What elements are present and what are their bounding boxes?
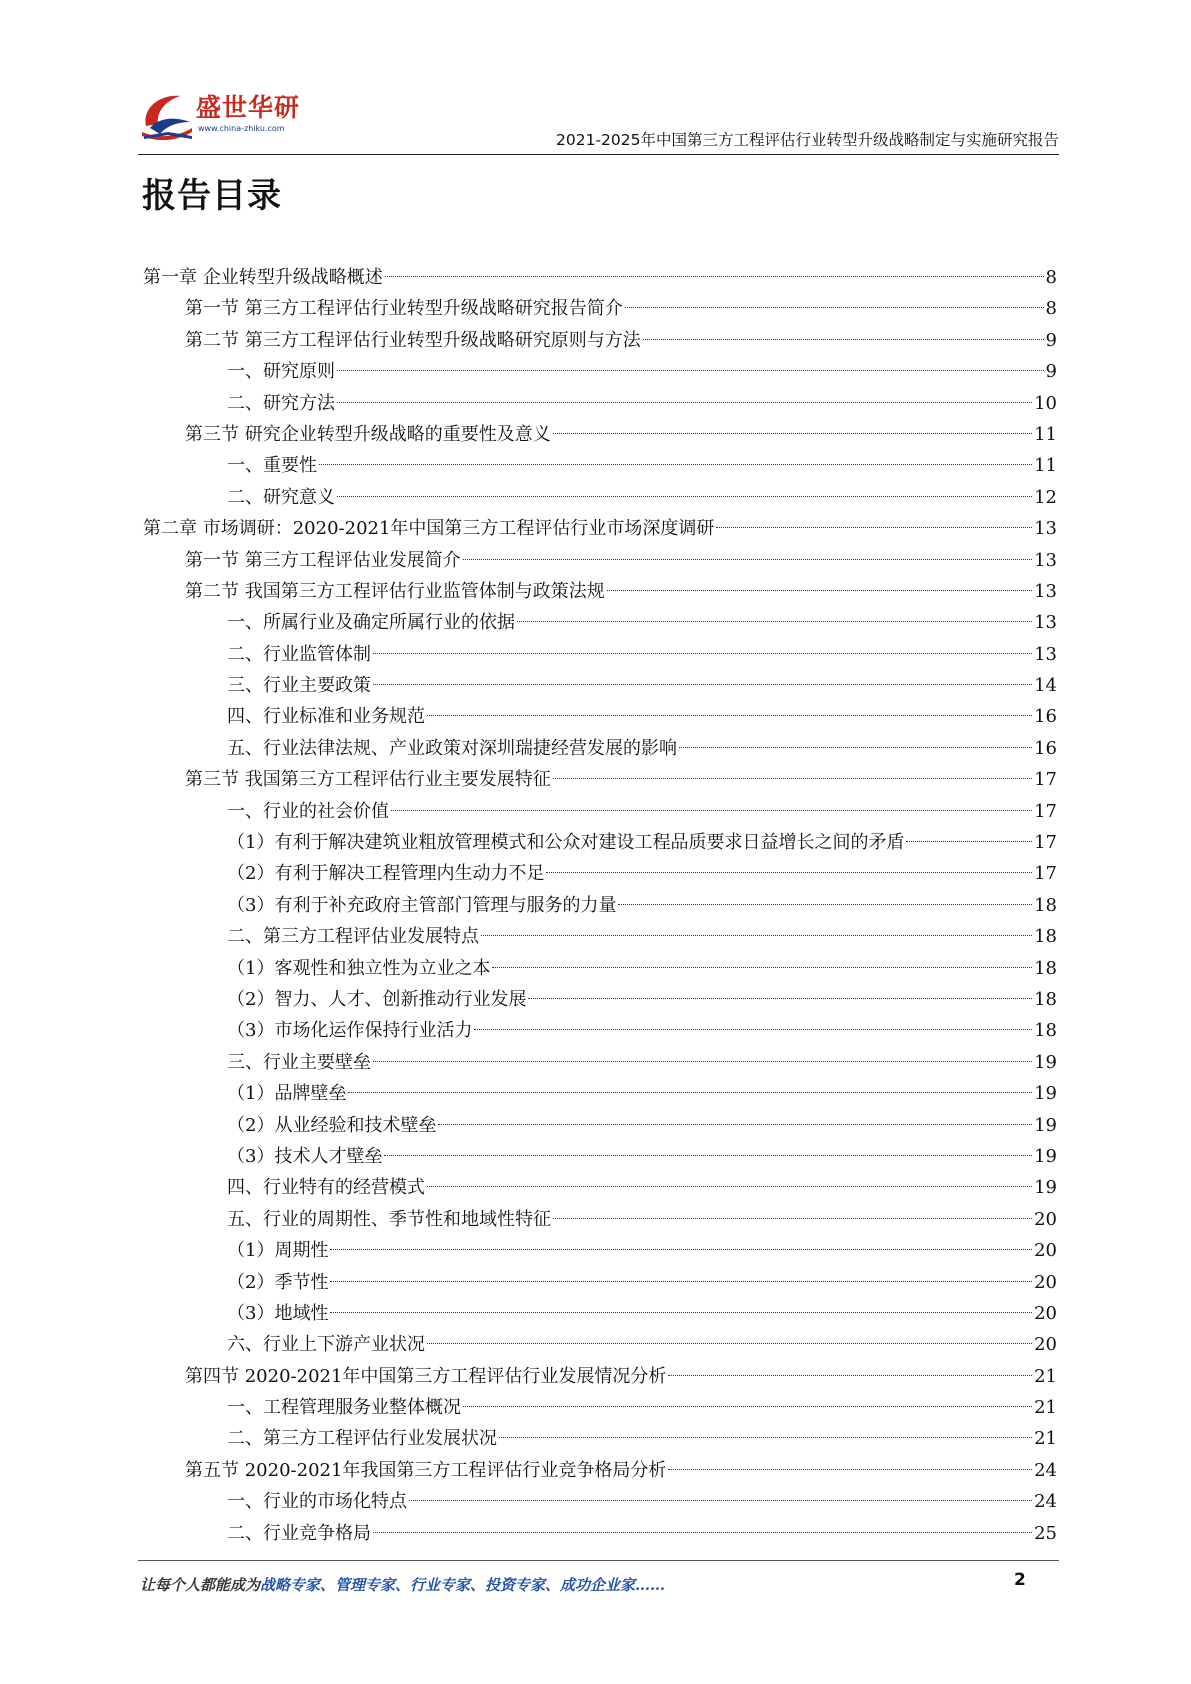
toc-entry[interactable]	[143, 1392, 1057, 1423]
toc-dot-leader	[481, 935, 1032, 936]
toc-dot-leader	[373, 1532, 1032, 1533]
header-title: 2021-2025年中国第三方工程评估行业转型升级战略制定与实施研究报告	[556, 131, 1059, 149]
toc-entry[interactable]	[143, 1235, 1057, 1266]
toc-entry-page: 21	[1034, 1428, 1057, 1450]
toc-entry-label: 六、行业上下游产业状况	[227, 1334, 425, 1356]
toc-entry-label: 一、所属行业及确定所属行业的依据	[227, 612, 515, 634]
toc-entry-label: 第一章 企业转型升级战略概述	[143, 267, 383, 288]
toc-dot-leader	[546, 872, 1032, 873]
toc-entry[interactable]	[143, 325, 1057, 356]
toc-entry-page: 9	[1045, 329, 1057, 351]
toc-entry-label: （3）地域性	[227, 1302, 329, 1324]
toc-entry-label: 四、行业标准和业务规范	[227, 706, 425, 728]
toc-dot-leader	[668, 1375, 1032, 1376]
toc-dot-leader	[330, 1249, 1032, 1250]
page-number: 2	[1014, 1570, 1026, 1590]
toc-dot-leader	[625, 307, 1044, 308]
toc-entry-page: 18	[1034, 1020, 1057, 1042]
toc-dot-leader	[409, 1500, 1032, 1501]
toc-entry[interactable]	[143, 639, 1057, 670]
toc-entry[interactable]	[143, 1518, 1057, 1549]
toc-dot-leader	[643, 339, 1044, 340]
toc-dot-leader	[427, 1186, 1032, 1187]
toc-entry-label: 二、研究方法	[227, 392, 335, 414]
toc-entry-page: 13	[1034, 643, 1057, 665]
toc-dot-leader	[474, 1029, 1032, 1030]
toc-entry-label: 五、行业的周期性、季节性和地域性特征	[227, 1208, 551, 1230]
toc-entry-label: 二、第三方工程评估业发展特点	[227, 926, 479, 948]
toc-dot-leader	[330, 1312, 1032, 1313]
toc-entry-page: 20	[1034, 1208, 1057, 1230]
toc-entry-label: （1）客观性和独立性为立业之本	[227, 957, 491, 979]
toc-entry[interactable]	[143, 1423, 1057, 1454]
toc-entry-page: 25	[1034, 1522, 1057, 1544]
toc-entry-label: 第五节 2020-2021年我国第三方工程评估行业竞争格局分析	[185, 1459, 667, 1481]
toc-entry-page: 18	[1034, 957, 1057, 979]
toc-entry-page: 18	[1034, 894, 1057, 916]
logo-swirl-icon	[138, 88, 198, 144]
logo-text: 盛世华研	[196, 93, 301, 122]
toc-entry-label: （3）市场化运作保持行业活力	[227, 1020, 473, 1042]
toc-entry-page: 11	[1034, 455, 1057, 477]
toc-entry-label: （1）有利于解决建筑业粗放管理模式和公众对建设工程品质要求日益增长之间的矛盾	[227, 832, 905, 854]
toc-entry-page: 20	[1034, 1271, 1057, 1293]
toc-entry-label: 第二节 我国第三方工程评估行业监管体制与政策法规	[185, 580, 605, 602]
toc-entry[interactable]	[143, 858, 1057, 889]
toc-entry-page: 20	[1034, 1240, 1057, 1262]
toc-entry-label: 一、工程管理服务业整体概况	[227, 1397, 461, 1419]
toc-entry[interactable]	[143, 1455, 1057, 1486]
footer-slogan	[140, 1574, 665, 1595]
toc-entry-page: 20	[1034, 1302, 1057, 1324]
toc-entry-label: 一、行业的社会价值	[227, 800, 389, 822]
logo	[138, 84, 338, 148]
toc-dot-leader	[391, 810, 1032, 811]
toc-entry-label: （2）智力、人才、创新推动行业发展	[227, 988, 527, 1010]
toc-dot-leader	[679, 747, 1032, 748]
toc-entry[interactable]	[143, 513, 1057, 544]
toc-entry[interactable]	[143, 733, 1057, 764]
toc-entry[interactable]	[143, 1078, 1057, 1109]
toc-entry[interactable]	[143, 450, 1057, 481]
toc-dot-leader	[517, 621, 1032, 622]
toc-dot-leader	[716, 527, 1032, 528]
toc-dot-leader	[427, 715, 1032, 716]
toc-entry-label: （2）有利于解决工程管理内生动力不足	[227, 863, 545, 885]
footer-divider	[138, 1560, 1059, 1561]
toc-entry[interactable]	[143, 890, 1057, 921]
toc-entry[interactable]	[143, 1141, 1057, 1172]
toc-entry[interactable]	[143, 921, 1057, 952]
toc-dot-leader	[385, 276, 1044, 277]
toc-entry-page: 11	[1034, 423, 1057, 445]
header-divider	[138, 154, 1059, 155]
toc-entry-page: 19	[1034, 1083, 1057, 1105]
toc-entry[interactable]	[143, 764, 1057, 795]
toc-entry-label: 第三节 我国第三方工程评估行业主要发展特征	[185, 769, 551, 791]
toc-dot-leader	[492, 967, 1032, 968]
toc-entry[interactable]	[143, 356, 1057, 387]
toc-entry-page: 17	[1034, 863, 1057, 885]
toc-entry-page: 17	[1034, 769, 1057, 791]
toc-dot-leader	[668, 1469, 1032, 1470]
toc-dot-leader	[319, 464, 1032, 465]
toc-entry[interactable]	[143, 419, 1057, 450]
toc-entry-label: 二、行业监管体制	[227, 643, 371, 665]
toc-entry-page: 18	[1034, 988, 1057, 1010]
toc-entry-page: 24	[1034, 1459, 1057, 1481]
toc-dot-leader	[330, 1281, 1032, 1282]
toc-entry-label: 四、行业特有的经营模式	[227, 1177, 425, 1199]
toc-entry-page: 20	[1034, 1334, 1057, 1356]
toc-entry[interactable]	[143, 827, 1057, 858]
toc-dot-leader	[553, 778, 1032, 779]
toc-entry-page: 16	[1034, 706, 1057, 728]
toc-entry-label: 二、行业竞争格局	[227, 1522, 371, 1544]
logo-url: www.china-zhiku.com	[198, 124, 285, 133]
toc-entry-page: 14	[1034, 675, 1057, 697]
toc-entry-page: 8	[1045, 267, 1057, 288]
toc-entry[interactable]	[143, 1110, 1057, 1141]
toc-entry-page: 19	[1034, 1177, 1057, 1199]
toc-entry[interactable]	[143, 607, 1057, 638]
toc-dot-leader	[373, 653, 1032, 654]
toc-dot-leader	[348, 1092, 1032, 1093]
toc-entry[interactable]	[143, 1015, 1057, 1046]
toc-entry-page: 9	[1045, 361, 1057, 383]
table-of-contents	[143, 262, 1057, 1549]
toc-entry-page: 19	[1034, 1145, 1057, 1167]
toc-dot-leader	[373, 1061, 1032, 1062]
toc-dot-leader	[463, 1406, 1032, 1407]
toc-entry-label: 一、重要性	[227, 455, 317, 477]
toc-entry[interactable]	[143, 796, 1057, 827]
toc-entry-page: 16	[1034, 737, 1057, 759]
toc-entry[interactable]	[143, 701, 1057, 732]
toc-dot-leader	[553, 1218, 1032, 1219]
toc-entry-label: 二、第三方工程评估行业发展状况	[227, 1428, 497, 1450]
toc-dot-leader	[906, 841, 1032, 842]
toc-dot-leader	[528, 998, 1032, 999]
toc-entry[interactable]	[143, 262, 1057, 293]
toc-dot-leader	[373, 684, 1032, 685]
toc-dot-leader	[337, 496, 1032, 497]
toc-entry[interactable]	[143, 293, 1057, 324]
toc-entry-page: 17	[1034, 800, 1057, 822]
toc-entry[interactable]	[143, 388, 1057, 419]
toc-entry[interactable]	[143, 1267, 1057, 1298]
toc-entry-label: 第一节 第三方工程评估业发展简介	[185, 549, 461, 571]
toc-dot-leader	[427, 1343, 1032, 1344]
toc-entry-page: 13	[1034, 549, 1057, 571]
footer-slogan-prefix: 让每个人都能成为	[140, 1576, 261, 1594]
toc-entry-label: （3）有利于补充政府主管部门管理与服务的力量	[227, 894, 617, 916]
toc-entry-label: （1）周期性	[227, 1240, 329, 1262]
toc-entry-page: 17	[1034, 832, 1057, 854]
toc-entry-label: （2）从业经验和技术壁垒	[227, 1114, 437, 1136]
toc-entry[interactable]	[143, 545, 1057, 576]
toc-dot-leader	[438, 1124, 1032, 1125]
toc-entry-label: 第三节 研究企业转型升级战略的重要性及意义	[185, 423, 551, 445]
toc-entry-label: 三、行业主要壁垒	[227, 1051, 371, 1073]
toc-entry-label: 第一节 第三方工程评估行业转型升级战略研究报告简介	[185, 298, 623, 320]
toc-dot-leader	[384, 1155, 1032, 1156]
toc-entry-label: （1）品牌壁垒	[227, 1083, 347, 1105]
toc-entry-page: 19	[1034, 1051, 1057, 1073]
toc-entry-label: 三、行业主要政策	[227, 675, 371, 697]
footer-slogan-accent: 战略专家、管理专家、行业专家、投资专家、成功企业家……	[260, 1576, 666, 1594]
toc-entry[interactable]	[143, 1204, 1057, 1235]
toc-entry[interactable]	[143, 1361, 1057, 1392]
toc-entry-page: 13	[1034, 518, 1057, 540]
toc-entry-page: 24	[1034, 1491, 1057, 1513]
toc-entry-page: 13	[1034, 612, 1057, 634]
toc-entry-label: 一、研究原则	[227, 361, 335, 383]
toc-entry[interactable]	[143, 1329, 1057, 1360]
toc-entry[interactable]	[143, 482, 1057, 513]
toc-entry-label: （3）技术人才壁垒	[227, 1145, 383, 1167]
toc-entry-label: 五、行业法律法规、产业政策对深圳瑞捷经营发展的影响	[227, 737, 677, 759]
toc-entry-page: 21	[1034, 1397, 1057, 1419]
toc-dot-leader	[337, 370, 1044, 371]
toc-entry[interactable]	[143, 984, 1057, 1015]
toc-dot-leader	[618, 904, 1032, 905]
toc-dot-leader	[607, 590, 1032, 591]
toc-entry[interactable]	[143, 1172, 1057, 1203]
toc-entry-label: （2）季节性	[227, 1271, 329, 1293]
toc-dot-leader	[463, 559, 1032, 560]
toc-entry-label: 第二章 市场调研：2020-2021年中国第三方工程评估行业市场深度调研	[143, 518, 715, 540]
toc-entry[interactable]	[143, 1047, 1057, 1078]
toc-entry-page: 8	[1045, 298, 1057, 320]
toc-dot-leader	[337, 402, 1032, 403]
toc-entry-page: 10	[1034, 392, 1057, 414]
toc-entry[interactable]	[143, 953, 1057, 984]
toc-entry-label: 第二节 第三方工程评估行业转型升级战略研究原则与方法	[185, 329, 641, 351]
toc-entry[interactable]	[143, 1486, 1057, 1517]
toc-dot-leader	[553, 433, 1032, 434]
toc-entry-page: 19	[1034, 1114, 1057, 1136]
toc-entry-label: 二、研究意义	[227, 486, 335, 508]
toc-entry-page: 18	[1034, 926, 1057, 948]
toc-entry[interactable]	[143, 1298, 1057, 1329]
toc-entry-label: 一、行业的市场化特点	[227, 1491, 407, 1513]
toc-entry[interactable]	[143, 670, 1057, 701]
toc-entry-page: 13	[1034, 580, 1057, 602]
toc-entry-page: 12	[1034, 486, 1057, 508]
page-title: 报告目录	[142, 176, 282, 216]
toc-entry-label: 第四节 2020-2021年中国第三方工程评估行业发展情况分析	[185, 1365, 667, 1387]
toc-entry[interactable]	[143, 576, 1057, 607]
toc-dot-leader	[499, 1437, 1032, 1438]
toc-entry-page: 21	[1034, 1365, 1057, 1387]
